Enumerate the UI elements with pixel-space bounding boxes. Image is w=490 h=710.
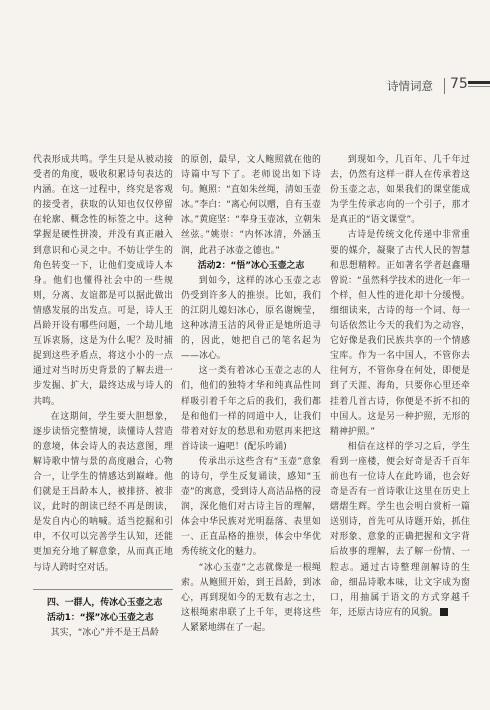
paragraph-text: 相信在这样的学习之后，学生看到一座楼，便会好奇是否千百年前也有一位诗人在此吟诵，也会好奇是否有一首诗歌让这里在历史上熠熠生辉。学生也会明白赏析一篇送别诗，首先可从诗题开始，抓住对形象、意象的正确把握和文字背后故事的理解，去了解一份情、一腔志。通过古诗整理剖解诗的生命，细品诗歌本味，让文字成为窗口，用抽属于语文的方式穿越千年，还原古诗应有的风貌。 xyxy=(330,441,470,618)
paragraph: 到如今，这样的冰心玉壶之志仍受到许多人的推崇。比如，我们的江阴儿媳妇冰心，原名谢婉莹，这种冰清玉洁的风骨正是她所追寻的，因此，她把自己的笔名起为——冰心。 xyxy=(181,275,321,362)
paragraph: 到现如今，几百年、几千年过去，仍然有这样一群人在传承着这份玉壶之志，如果我们的课堂能成为学生传承志向的一个引子，那才是真正的“语文课堂”。 xyxy=(330,155,470,226)
header-divider xyxy=(444,78,445,94)
section-title: 诗情词意 xyxy=(387,79,433,93)
running-header xyxy=(378,75,490,97)
paragraph-final xyxy=(330,440,470,621)
paragraph: 代表形成共鸣。学生只是从被动接受者的角度，吸收积累诗句表达的内涵。在这一过程中，终究是客观的接受者，获取的认知也仅仅停留在轮廓、概念性的标签之中。这种掌握是硬性拼凑，并没有真正融入到意识和心灵之中。不妨让学生的角色转变一下，让他们变成诗人本身。他们也懂得社会中的一些规则，分离、友谊都是可以据此做出情感发展的出发点。可是，诗人王昌龄开设有哪些问题，一个劫儿地互诉衷肠，这是为什么呢？及时捕捉到这些矛盾点，将这小小的一点通过对当时历史背景的了解去进一步发掘、扩大，最终达成与诗人的共鸣。 xyxy=(33,155,173,407)
header-stripe-thin xyxy=(468,86,490,87)
text-column-right xyxy=(330,153,470,621)
activity-heading: 活动2：“悟”冰心玉壶之志 xyxy=(197,260,305,271)
page-number: 75 xyxy=(450,76,468,92)
paragraph: 其实，“冰心”并不是王昌龄 xyxy=(50,627,159,638)
activity-heading: 活动1：“探”冰心玉壶之志 xyxy=(47,612,154,623)
text-column-middle xyxy=(181,153,321,636)
paragraph: 古诗是传统文化传递中非常重要的媒介，凝聚了古代人民的智慧和思想精粹。正如著名学者赵鑫珊曾说：“虽然科学技术的进化一年一个样，但人性的进化却十分缓慢。细细读来，古诗的每一个词、每一句话依然让今天的我们为之动容，它好像是我们民族共享的一个情感宝库。作为一名中国人，不管你去往何方，不管你身在何处，即便是到了天涯、海角，只要你心里还牵挂着几首古诗，你便是不折不扣的中国人。这是另一种护照，无形的精神护照。” xyxy=(330,230,470,437)
text-column-left xyxy=(33,153,173,641)
header-stripe xyxy=(468,81,490,84)
end-of-article-mark xyxy=(440,608,448,616)
paragraph: 这一类有着冰心玉壶之志的人们，他们的独特才华和纯真品性同样吸引着千年之后的我们，我们都是和他们一样的同道中人，让我们带着对好友的愁思和劝慰再来把这首诗读一遍吧！(配乐吟诵) xyxy=(181,366,321,452)
section-heading: 四、一群人，传冰心玉壶之志 xyxy=(47,597,163,608)
paragraph: 在这期间，学生要大胆想象，逐步读悟完整情境，读懂诗人营造的意境，体会诗人的表达意图，理解诗歌中情与景的高度融合，心物合一，让学生的情感达到巅峰。他们就是王昌龄本人，被排挤、被非议，此时的朗读已经不再是朗读，是发自内心的呐喊。适当挖掘和引申，不仅可以完善学生认知，还能更加充分地了解意象，从而真正地与诗人跨时空对话。 xyxy=(33,411,173,573)
section-divider xyxy=(33,589,173,590)
paragraph: 传承出示这些含有“玉壶”意象的诗句，学生反复诵读，感知“玉壶”的寓意，受到诗人高洁品格的浸润，深化他们对古诗主旨的理解，体会中华民族对光明磊落、表里如一、正直品格的推崇，体会中华优秀传统文化的魅力。 xyxy=(181,456,321,558)
paragraph: 的原创，最早，文人鲍照就在他的诗篇中写下了。老师说出如下诗句。鲍照：“直如朱丝绳，清如玉壶冰。”李白：“离心何以赠，自有玉壶冰。”黄庭坚：“奉身玉壶冰，立朝朱丝弦。”姚崇：“内怀冰清，外涵玉润，此君子冰壶之德也。” xyxy=(181,155,321,256)
paragraph: “冰心玉壶”之志就像是一根绳索。从鲍照开始，到王昌龄，到冰心，再到现如今的无数有志之士，这根绳索串联了上千年，更将这些人紧紧地绑在了一起。 xyxy=(181,562,321,633)
